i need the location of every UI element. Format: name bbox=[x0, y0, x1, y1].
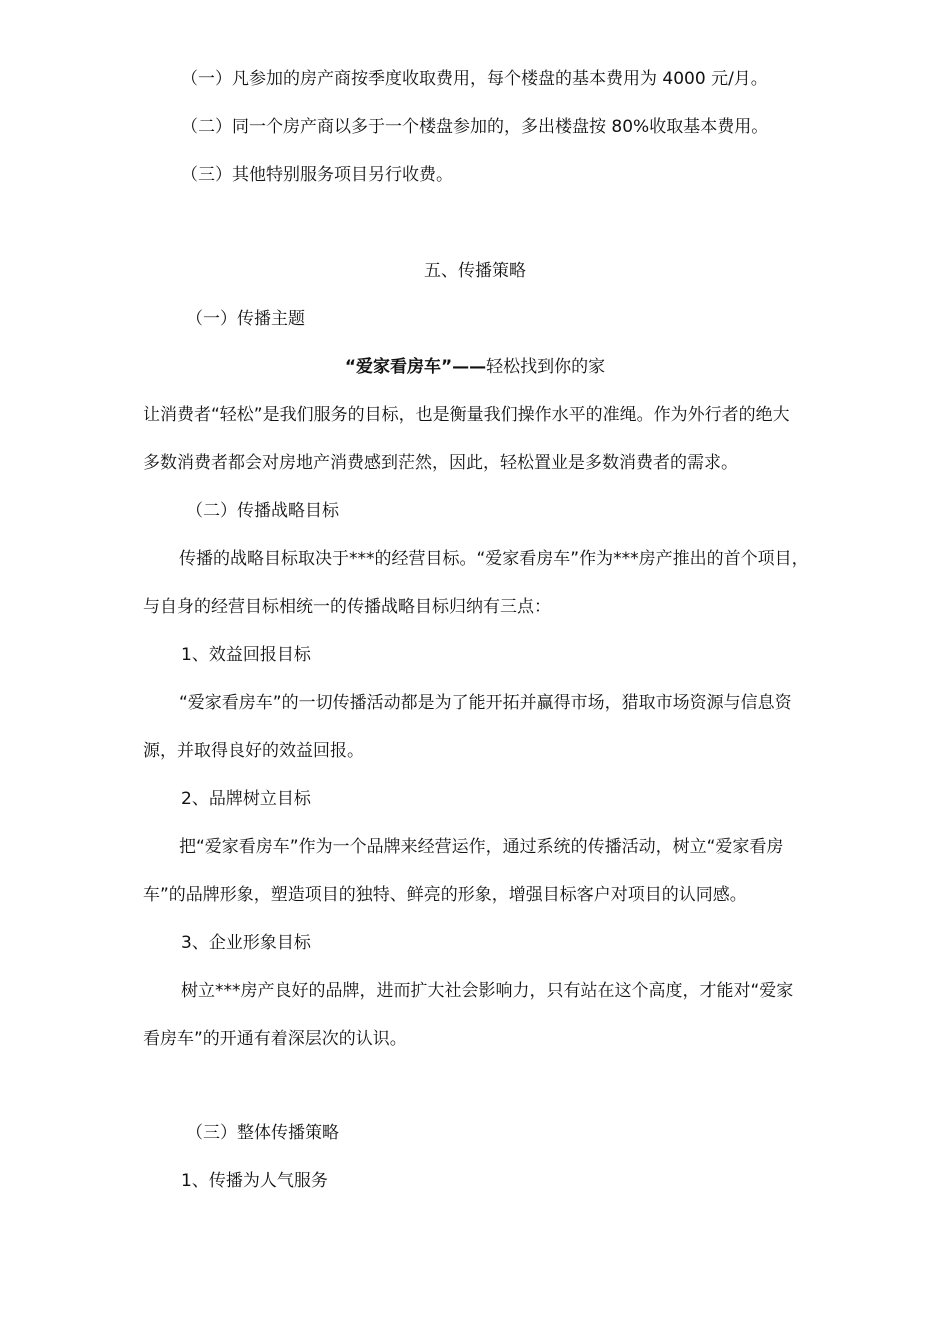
section-title: 五、传播策略 bbox=[424, 261, 526, 281]
sub3-item-1: 1、传播为人气服务 bbox=[181, 1171, 328, 1191]
goal2-line-2: 车”的品牌形象，塑造项目的独特、鲜亮的形象，增强目标客户对项目的认同感。 bbox=[143, 885, 747, 905]
goal1-line-1: “爱家看房车”的一切传播活动都是为了能开拓并赢得市场，猎取市场资源与信息资 bbox=[179, 693, 792, 713]
goal3-heading: 3、企业形象目标 bbox=[181, 933, 311, 953]
goal1-heading: 1、效益回报目标 bbox=[181, 645, 311, 665]
goal2-heading: 2、品牌树立目标 bbox=[181, 789, 311, 809]
goal3-line-2: 看房车”的开通有着深层次的认识。 bbox=[143, 1029, 407, 1049]
fee-item-2: （二）同一个房产商以多于一个楼盘参加的，多出楼盘按 80%收取基本费用。 bbox=[181, 117, 769, 137]
slogan-name: “爱家看房车”—— bbox=[344, 357, 487, 377]
goal2-line-1: 把“爱家看房车”作为一个品牌来经营运作，通过系统的传播活动，树立“爱家看房 bbox=[179, 837, 784, 857]
slogan-tagline: 轻松找到你的家 bbox=[486, 357, 606, 377]
sub2-heading: （二）传播战略目标 bbox=[186, 501, 339, 521]
sub2-intro-line-2: 与自身的经营目标相统一的传播战略目标归纳有三点： bbox=[143, 597, 551, 617]
sub1-heading: （一）传播主题 bbox=[186, 309, 305, 329]
fee-item-1: （一）凡参加的房产商按季度收取费用，每个楼盘的基本费用为 4000 元/月。 bbox=[181, 69, 768, 89]
sub1-para-line-2: 多数消费者都会对房地产消费感到茫然，因此，轻松置业是多数消费者的需求。 bbox=[143, 453, 738, 473]
sub1-para-line-1: 让消费者“轻松”是我们服务的目标，也是衡量我们操作水平的准绳。作为外行者的绝大 bbox=[143, 405, 790, 425]
goal1-line-2: 源，并取得良好的效益回报。 bbox=[143, 741, 364, 761]
goal3-line-1: 树立***房产良好的品牌，进而扩大社会影响力，只有站在这个高度，才能对“爱家 bbox=[181, 981, 794, 1001]
sub2-intro-line-1: 传播的战略目标取决于***的经营目标。“爱家看房车”作为***房产推出的首个项目， bbox=[179, 549, 809, 569]
sub3-heading: （三）整体传播策略 bbox=[186, 1123, 339, 1143]
fee-item-3: （三）其他特别服务项目另行收费。 bbox=[181, 165, 453, 185]
slogan bbox=[0, 356, 950, 378]
